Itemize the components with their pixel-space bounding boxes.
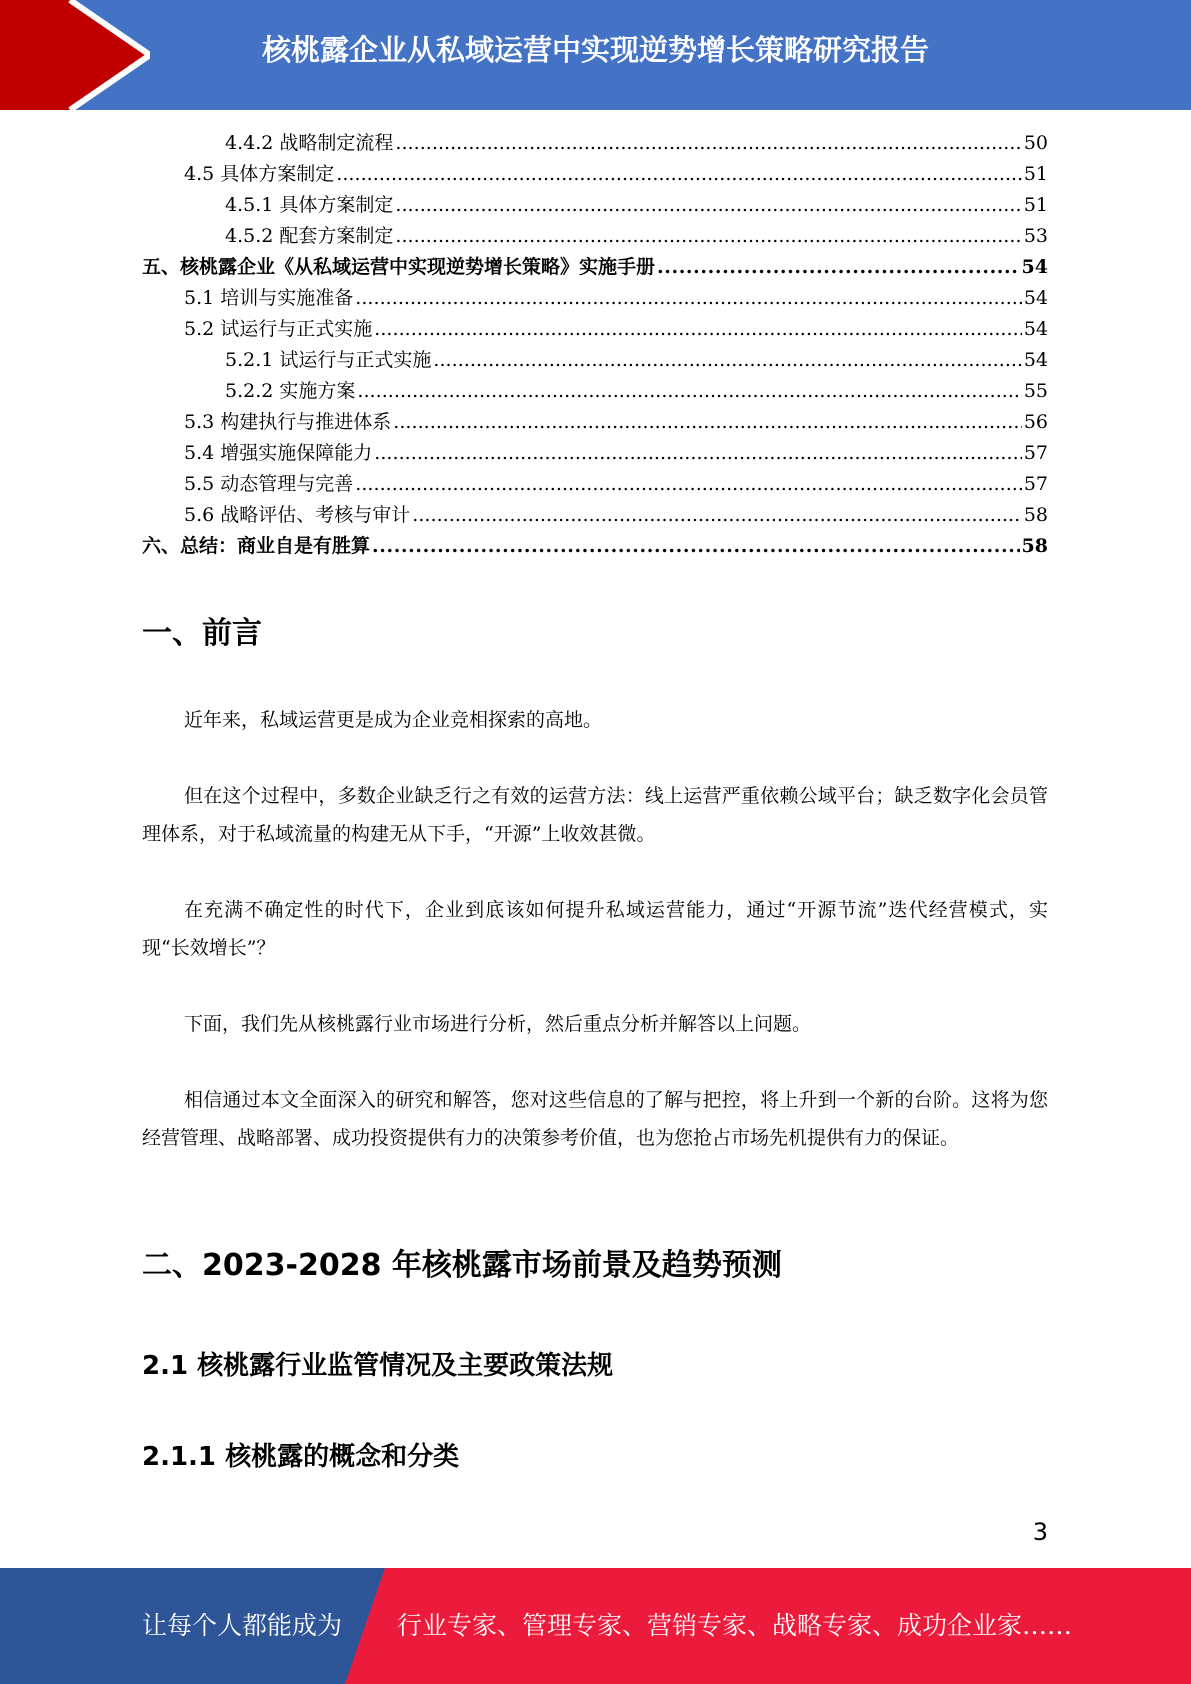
toc-entry[interactable]: 五、核桃露企业《从私域运营中实现逆势增长策略》实施手册 . . . 54 bbox=[142, 252, 1048, 283]
header-title: 核桃露企业从私域运营中实现逆势增长策略研究报告 bbox=[262, 33, 930, 67]
footer-slogan-left: 让每个人都能成为 bbox=[142, 1611, 343, 1640]
paragraph: 但在这个过程中，多数企业缺乏行之有效的运营方法：线上运营严重依赖公域平台；缺乏数字化会员管理体系，对于私域流量的构建无从下手，“开源”上收效甚微。 bbox=[142, 785, 1048, 845]
table-of-contents bbox=[142, 128, 1048, 562]
toc-entry[interactable]: 4.5 具体方案制定 . . . 51 bbox=[142, 159, 1048, 190]
paragraph: 在充满不确定性的时代下，企业到底该如何提升私域运营能力，通过“开源节流”迭代经营模式，实现“长效增长”？ bbox=[142, 899, 1048, 959]
toc-entry[interactable]: 4.4.2 战略制定流程 . . . 50 bbox=[142, 128, 1048, 159]
subsection-heading: 2.1 核桃露行业监管情况及主要政策法规 bbox=[142, 1351, 614, 1381]
page-header bbox=[0, 0, 1191, 110]
toc-entry[interactable]: 5.1 培训与实施准备 . . . 54 bbox=[142, 283, 1048, 314]
paragraph: 近年来，私域运营更是成为企业竞相探索的高地。 bbox=[184, 709, 603, 731]
toc-entry[interactable]: 4.5.2 配套方案制定 . . . 53 bbox=[142, 221, 1048, 252]
toc-entry[interactable]: 5.2.2 实施方案 . . . 55 bbox=[142, 376, 1048, 407]
paragraph: 下面，我们先从核桃露行业市场进行分析，然后重点分析并解答以上问题。 bbox=[184, 1013, 812, 1035]
page-footer bbox=[0, 1568, 1191, 1684]
toc-entry[interactable]: 5.3 构建执行与推进体系 . . . 56 bbox=[142, 407, 1048, 438]
toc-entry[interactable]: 5.4 增强实施保障能力 . . . 57 bbox=[142, 438, 1048, 469]
toc-entry[interactable]: 5.5 动态管理与完善 . . . 57 bbox=[142, 469, 1048, 500]
toc-entry[interactable]: 5.6 战略评估、考核与审计 . . . 58 bbox=[142, 500, 1048, 531]
toc-entry[interactable]: 4.5.1 具体方案制定 . . . 51 bbox=[142, 190, 1048, 221]
toc-entry[interactable]: 5.2 试运行与正式实施 . . . 54 bbox=[142, 314, 1048, 345]
subsection-heading: 2.1.1 核桃露的概念和分类 bbox=[142, 1442, 460, 1472]
paragraph: 相信通过本文全面深入的研究和解答，您对这些信息的了解与把控，将上升到一个新的台阶。这将为您经营管理、战略部署、成功投资提供有力的决策参考价值，也为您抢占市场先机提供有力的保证。 bbox=[142, 1089, 1048, 1149]
toc-entry[interactable]: 5.2.1 试运行与正式实施 . . . 54 bbox=[142, 345, 1048, 376]
toc-entry[interactable]: 六、总结：商业自是有胜算 . . . 58 bbox=[142, 531, 1048, 562]
section-heading-preface: 一、前言 bbox=[142, 616, 262, 651]
header-arrow-decoration bbox=[0, 0, 150, 110]
section-heading-market-outlook: 二、2023-2028 年核桃露市场前景及趋势预测 bbox=[142, 1248, 782, 1283]
footer-slogan-right: 行业专家、管理专家、营销专家、战略专家、成功企业家…… bbox=[397, 1611, 1073, 1640]
page-number: 3 bbox=[1032, 1518, 1048, 1546]
